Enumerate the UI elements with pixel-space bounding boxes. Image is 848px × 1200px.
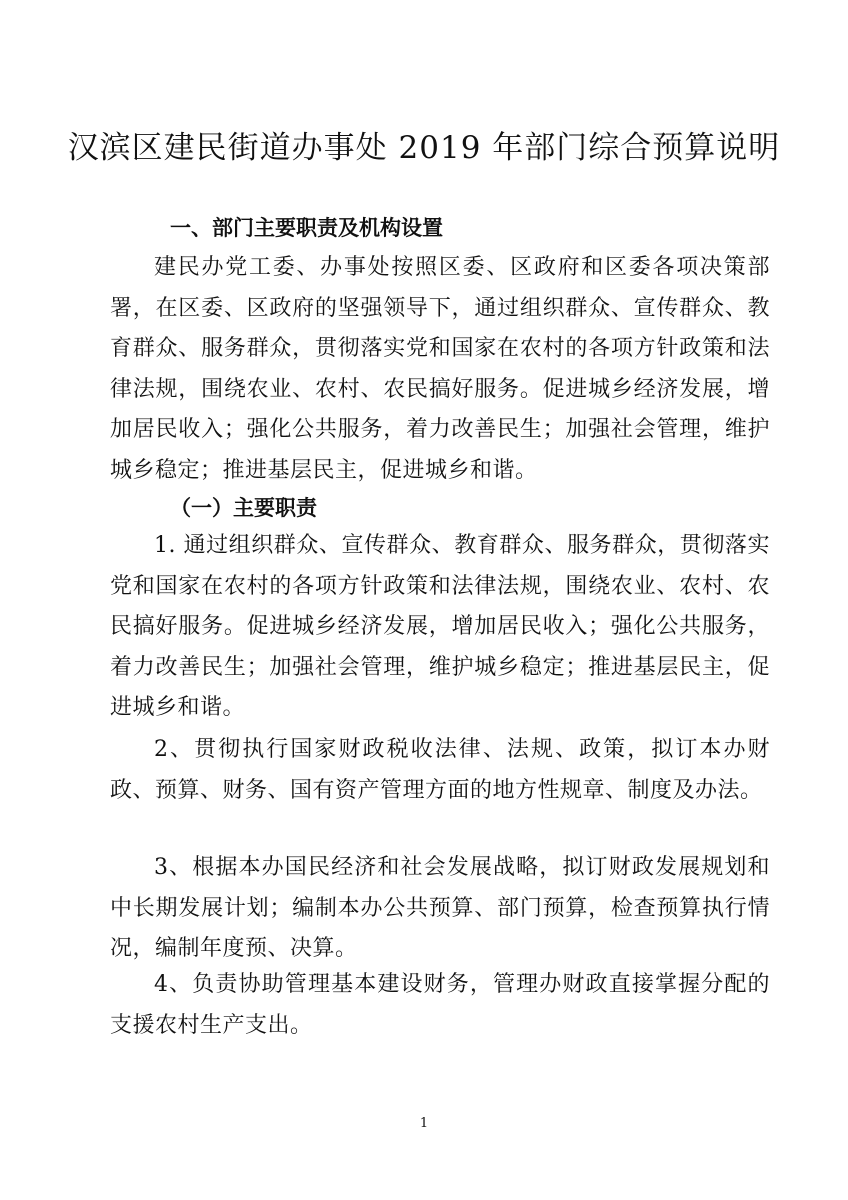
document-title: 汉滨区建民街道办事处 2019 年部门综合预算说明 xyxy=(67,130,781,166)
duty-item-3: 3、根据本办国民经济和社会发展战略，拟订财政发展规划和中长期发展计划；编制本办公共预算、部门预算，检查预算执行情况，编制年度预、决算。 xyxy=(110,855,770,961)
duty-item-2: 2、贯彻执行国家财政税收法律、法规、政策，拟订本办财政、预算、财务、国有资产管理方面的地方性规章、制度及办法。 xyxy=(110,737,770,803)
duty-item-4: 4、负责协助管理基本建设财务，管理办财政直接掌握分配的支援农村生产支出。 xyxy=(110,972,770,1038)
page-number: 1 xyxy=(419,1116,429,1131)
duty-item-1: 1. 通过组织群众、宣传群众、教育群众、服务群众，贯彻落实党和国家在农村的各项方针政策和法律法规，围绕农业、农村、农民搞好服务。促进城乡经济发展，增加居民收入；强化公共服务，着力改善民生；加强社会管理，维护城乡稳定；推进基层民主，促进城乡和谐。 xyxy=(110,533,770,720)
intro-paragraph: 建民办党工委、办事处按照区委、区政府和区委各项决策部署，在区委、区政府的坚强领导下，通过组织群众、宣传群众、教育群众、服务群众，贯彻落实党和国家在农村的各项方针政策和法律法规，围绕农业、农村、农民搞好服务。促进城乡经济发展，增加居民收入；强化公共服务，着力改善民生；加强社会管理，维护城乡稳定；推进基层民主，促进城乡和谐。 xyxy=(110,255,770,483)
subsection-heading-main-duties: （一）主要职责 xyxy=(170,496,317,520)
section-heading-duties-and-structure: 一、部门主要职责及机构设置 xyxy=(170,216,443,240)
